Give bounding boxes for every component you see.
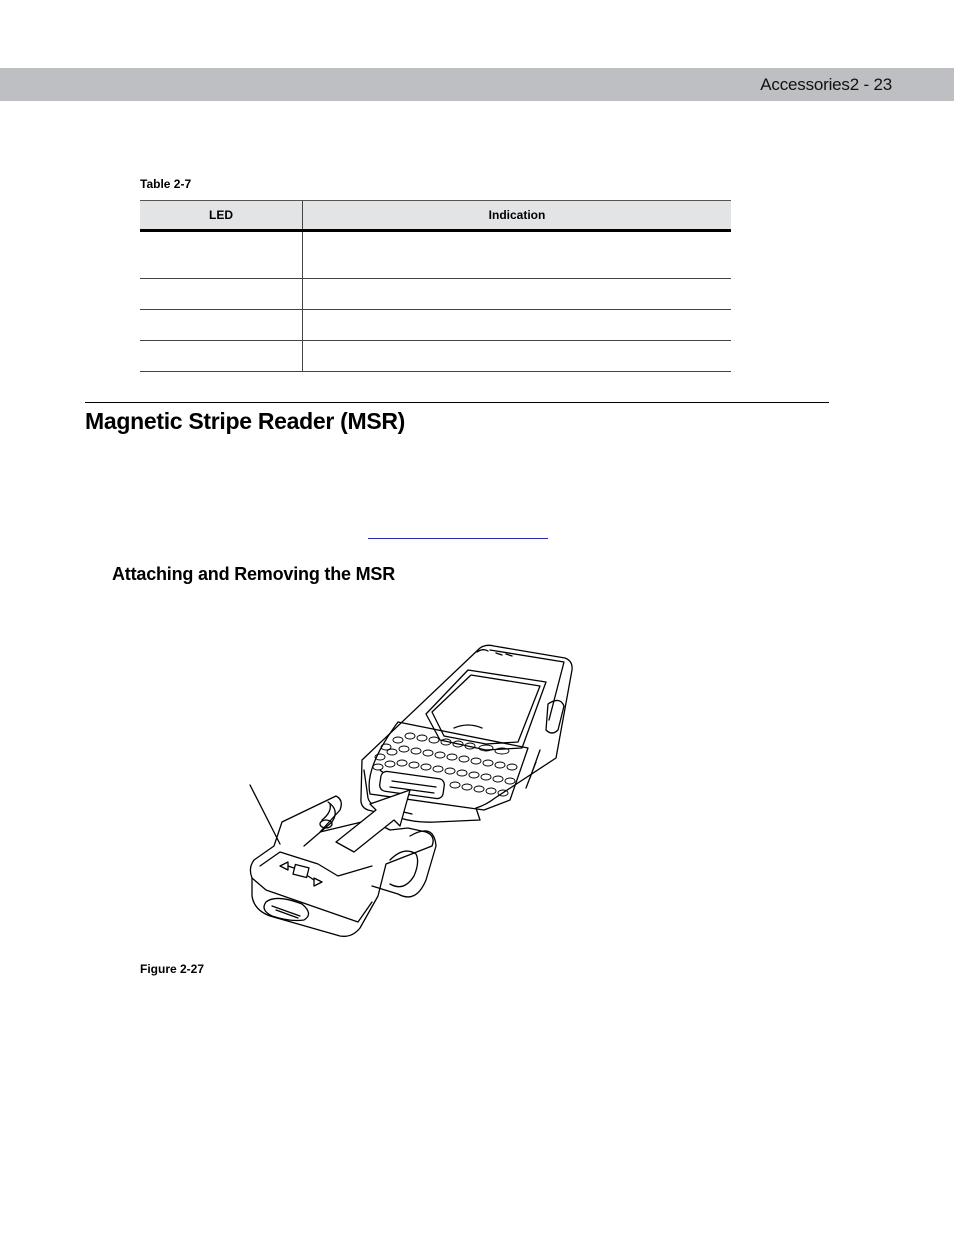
- callout-leader-line: [250, 785, 280, 844]
- table-row: [140, 310, 731, 341]
- section-title: Magnetic Stripe Reader (MSR): [85, 408, 406, 434]
- table-cell-led: [140, 279, 303, 310]
- table-cell-led: [140, 310, 303, 341]
- msr-attach-illustration-icon: [240, 640, 580, 950]
- column-header-indication: Indication: [303, 201, 732, 231]
- table-cell-indication: [303, 310, 732, 341]
- msr-attach-figure: [240, 640, 580, 950]
- led-indication-table: [140, 200, 731, 372]
- cross-reference-link[interactable]: [368, 538, 548, 539]
- table-header-row: [140, 201, 731, 231]
- table-caption: Table 2-7: [140, 177, 192, 191]
- subsection-title: Attaching and Removing the MSR: [112, 564, 396, 584]
- page-header-bar: [0, 68, 954, 101]
- table-cell-led: [140, 341, 303, 372]
- table-cell-led: [140, 231, 303, 279]
- table-row: [140, 341, 731, 372]
- table-cell-indication: [303, 341, 732, 372]
- figure-caption: Figure 2-27: [140, 962, 205, 976]
- page-header-text: Accessories2 - 23: [760, 75, 892, 94]
- section-divider: [85, 402, 829, 403]
- table-row: [140, 231, 731, 279]
- table-cell-indication: [303, 279, 732, 310]
- column-header-led: LED: [140, 201, 303, 231]
- table-row: [140, 279, 731, 310]
- table-cell-indication: [303, 231, 732, 279]
